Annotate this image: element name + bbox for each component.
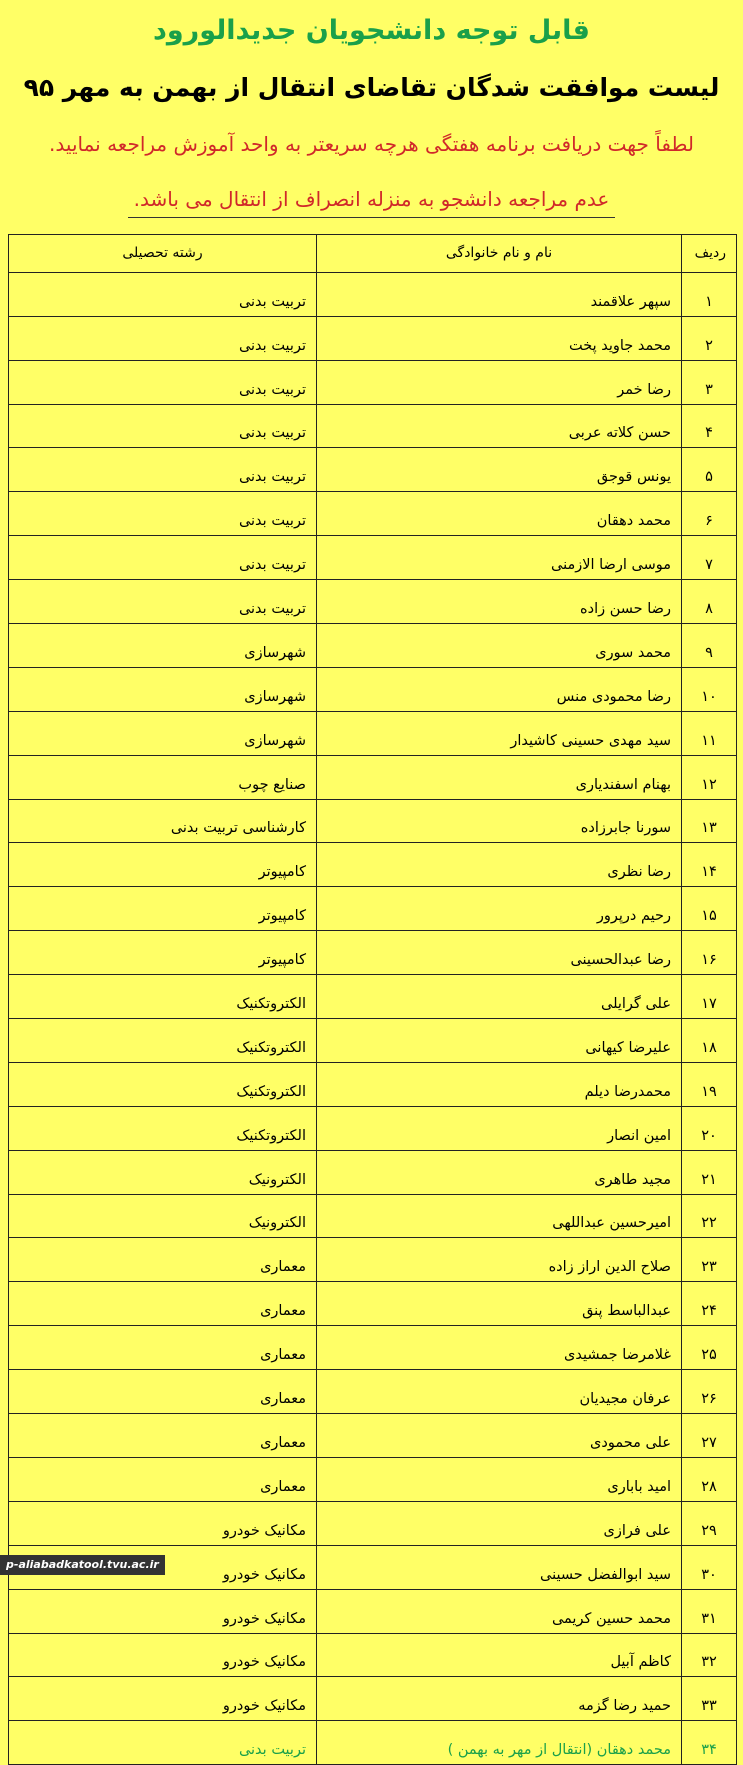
student-name: عرفان مجیدیان <box>317 1370 682 1414</box>
instruction-text: لطفاً جهت دریافت برنامه هفتگی هرچه سریعتر به واحد آموزش مراجعه نمایید. <box>49 132 694 156</box>
header-name: نام و نام خانوادگی <box>317 235 682 273</box>
table-header-row <box>9 235 737 273</box>
table-row <box>9 272 737 316</box>
field-of-study: معماری <box>9 1326 317 1370</box>
field-of-study: تربیت بدنی <box>9 316 317 360</box>
table-row <box>9 1370 737 1414</box>
field-of-study: معماری <box>9 1282 317 1326</box>
field-of-study: معماری <box>9 1457 317 1501</box>
table-row <box>9 975 737 1019</box>
row-number: ۱۲ <box>682 755 737 799</box>
table-row <box>9 1282 737 1326</box>
table-row <box>9 1326 737 1370</box>
student-name: امیرحسین عبداللهی <box>317 1194 682 1238</box>
table-row <box>9 799 737 843</box>
table-row <box>9 1633 737 1677</box>
field-of-study: مکانیک خودرو <box>9 1589 317 1633</box>
row-number: ۲۵ <box>682 1326 737 1370</box>
row-number: ۵ <box>682 448 737 492</box>
field-of-study: معماری <box>9 1238 317 1282</box>
field-of-study: تربیت بدنی <box>9 492 317 536</box>
row-number: ۶ <box>682 492 737 536</box>
table-row <box>9 931 737 975</box>
field-of-study: الکتروتکنیک <box>9 1106 317 1150</box>
row-number: ۳۱ <box>682 1589 737 1633</box>
warning-text-content: عدم مراجعه دانشجو به منزله انصراف از انتقال می باشد. <box>128 187 616 218</box>
table-row <box>9 1677 737 1721</box>
row-number: ۲۴ <box>682 1282 737 1326</box>
student-name: رضا خمر <box>317 360 682 404</box>
list-title: لیست موافقت شدگان تقاضای انتقال از بهمن به مهر ۹۵ <box>23 73 720 102</box>
row-number: ۲۷ <box>682 1414 737 1458</box>
student-name: محمدرضا دیلم <box>317 1062 682 1106</box>
table-row <box>9 404 737 448</box>
student-name: امید باباری <box>317 1457 682 1501</box>
table-row <box>9 1106 737 1150</box>
field-of-study: معماری <box>9 1370 317 1414</box>
student-name: محمد دهقان (انتقال از مهر به بهمن ) <box>317 1721 682 1765</box>
table-row <box>9 1414 737 1458</box>
field-of-study: تربیت بدنی <box>9 448 317 492</box>
warning-text <box>0 183 743 215</box>
table-row <box>9 1457 737 1501</box>
table-row <box>9 580 737 624</box>
field-of-study: صنایع چوب <box>9 755 317 799</box>
row-number: ۲۲ <box>682 1194 737 1238</box>
students-table <box>8 234 737 1765</box>
table-row <box>9 711 737 755</box>
field-of-study: الکترونیک <box>9 1150 317 1194</box>
row-number: ۳ <box>682 360 737 404</box>
student-name: سید ابوالفضل حسینی <box>317 1545 682 1589</box>
table-row <box>9 1194 737 1238</box>
field-of-study: شهرسازی <box>9 624 317 668</box>
row-number: ۳۴ <box>682 1721 737 1765</box>
field-of-study: مکانیک خودرو <box>9 1633 317 1677</box>
row-number: ۲۳ <box>682 1238 737 1282</box>
row-number: ۳۳ <box>682 1677 737 1721</box>
row-number: ۱۰ <box>682 667 737 711</box>
field-of-study: الکترونیک <box>9 1194 317 1238</box>
student-name: بهنام اسفندیاری <box>317 755 682 799</box>
student-name: محمد حسین کریمی <box>317 1589 682 1633</box>
table-row <box>9 316 737 360</box>
table-row <box>9 1589 737 1633</box>
row-number: ۹ <box>682 624 737 668</box>
student-name: محمد سوری <box>317 624 682 668</box>
row-number: ۱۹ <box>682 1062 737 1106</box>
student-name: عبدالباسط پنق <box>317 1282 682 1326</box>
student-name: غلامرضا جمشیدی <box>317 1326 682 1370</box>
student-name: رحیم درپرور <box>317 887 682 931</box>
student-name: صلاح الدین اراز زاده <box>317 1238 682 1282</box>
row-number: ۸ <box>682 580 737 624</box>
field-of-study: تربیت بدنی <box>9 580 317 624</box>
row-number: ۴ <box>682 404 737 448</box>
field-of-study: کامپیوتر <box>9 887 317 931</box>
field-of-study: تربیت بدنی <box>9 404 317 448</box>
row-number: ۱۷ <box>682 975 737 1019</box>
field-of-study: الکتروتکنیک <box>9 1019 317 1063</box>
field-of-study: تربیت بدنی <box>9 360 317 404</box>
field-of-study: تربیت بدنی <box>9 536 317 580</box>
table-row <box>9 1238 737 1282</box>
row-number: ۳۲ <box>682 1633 737 1677</box>
site-watermark: p-aliabadkatool.tvu.ac.ir <box>0 1555 165 1575</box>
row-number: ۱۴ <box>682 843 737 887</box>
field-of-study: شهرسازی <box>9 667 317 711</box>
table-row <box>9 448 737 492</box>
header-num: ردیف <box>682 235 737 273</box>
student-name: علی محمودی <box>317 1414 682 1458</box>
header-major: رشته تحصیلی <box>9 235 317 273</box>
table-row <box>9 624 737 668</box>
table-row <box>9 1721 737 1765</box>
row-number: ۷ <box>682 536 737 580</box>
student-name: موسی ارضا الازمنی <box>317 536 682 580</box>
table-row <box>9 536 737 580</box>
row-number: ۱۱ <box>682 711 737 755</box>
table-row <box>9 755 737 799</box>
student-name: محمد دهقان <box>317 492 682 536</box>
student-name: رضا محمودی منس <box>317 667 682 711</box>
field-of-study: مکانیک خودرو <box>9 1677 317 1721</box>
row-number: ۲۶ <box>682 1370 737 1414</box>
table-row <box>9 1019 737 1063</box>
row-number: ۱۶ <box>682 931 737 975</box>
row-number: ۲۸ <box>682 1457 737 1501</box>
student-name: رضا حسن زاده <box>317 580 682 624</box>
table-row <box>9 1150 737 1194</box>
table-row <box>9 843 737 887</box>
student-name: علی فرازی <box>317 1501 682 1545</box>
student-name: رضا عبدالحسینی <box>317 931 682 975</box>
table-row <box>9 1501 737 1545</box>
row-number: ۱۳ <box>682 799 737 843</box>
table-row <box>9 1062 737 1106</box>
student-name: علیرضا کیهانی <box>317 1019 682 1063</box>
table-row <box>9 492 737 536</box>
student-name: مجید طاهری <box>317 1150 682 1194</box>
student-name: حمید رضا گزمه <box>317 1677 682 1721</box>
row-number: ۲۱ <box>682 1150 737 1194</box>
student-name: کاظم آبیل <box>317 1633 682 1677</box>
student-name: محمد جاوید پخت <box>317 316 682 360</box>
field-of-study: معماری <box>9 1414 317 1458</box>
table-row <box>9 360 737 404</box>
row-number: ۱ <box>682 272 737 316</box>
notice-title: قابل توجه دانشجویان جدیدالورود <box>153 15 590 46</box>
field-of-study: مکانیک خودرو <box>9 1501 317 1545</box>
row-number: ۲ <box>682 316 737 360</box>
table-row <box>9 887 737 931</box>
student-name: حسن کلاته عربی <box>317 404 682 448</box>
student-name: علی گرایلی <box>317 975 682 1019</box>
student-name: امین انصار <box>317 1106 682 1150</box>
row-number: ۳۰ <box>682 1545 737 1589</box>
field-of-study: تربیت بدنی <box>9 272 317 316</box>
student-name: سورنا جابرزاده <box>317 799 682 843</box>
student-name: یونس قوجق <box>317 448 682 492</box>
field-of-study: الکتروتکنیک <box>9 1062 317 1106</box>
row-number: ۱۵ <box>682 887 737 931</box>
table-row <box>9 667 737 711</box>
row-number: ۱۸ <box>682 1019 737 1063</box>
field-of-study: شهرسازی <box>9 711 317 755</box>
student-name: سپهر علاقمند <box>317 272 682 316</box>
field-of-study: کامپیوتر <box>9 931 317 975</box>
row-number: ۲۹ <box>682 1501 737 1545</box>
field-of-study: کارشناسی تربیت بدنی <box>9 799 317 843</box>
student-name: رضا نظری <box>317 843 682 887</box>
field-of-study: الکتروتکنیک <box>9 975 317 1019</box>
field-of-study: مکانیک خودرو <box>9 1545 317 1589</box>
student-name: سید مهدی حسینی کاشیدار <box>317 711 682 755</box>
row-number: ۲۰ <box>682 1106 737 1150</box>
field-of-study: کامپیوتر <box>9 843 317 887</box>
field-of-study: تربیت بدنی <box>9 1721 317 1765</box>
